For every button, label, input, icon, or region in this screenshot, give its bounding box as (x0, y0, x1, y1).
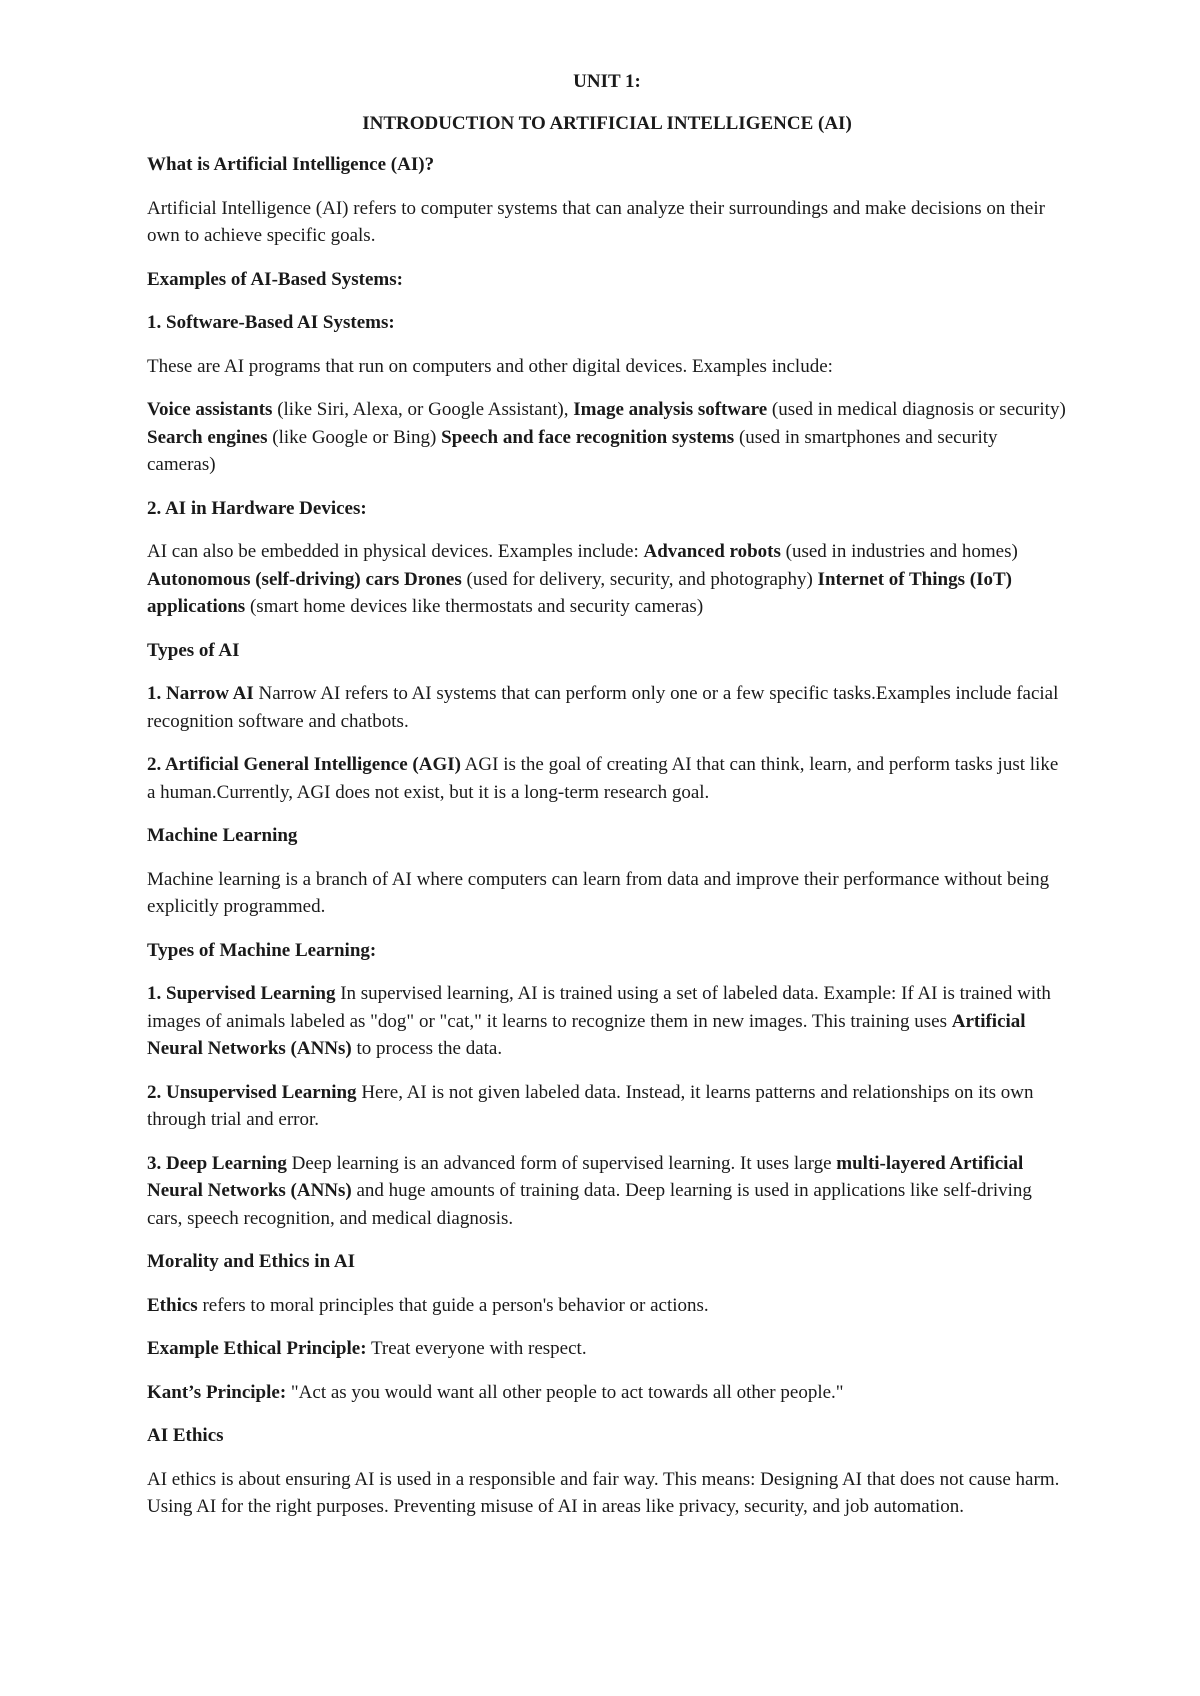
ml-body: Machine learning is a branch of AI where computers can learn from data and improve their performance without being explicitly programmed. (147, 868, 1050, 917)
hardware-text-4: (smart home devices like thermostats and security cameras) (245, 596, 704, 617)
hardware-heading: 2. AI in Hardware Devices: (147, 497, 367, 519)
example-principle-text: Treat everyone with respect. (366, 1338, 587, 1359)
main-title: INTRODUCTION TO ARTIFICIAL INTELLIGENCE (AI) (362, 112, 852, 134)
kant-term: Kant’s Principle: (147, 1381, 287, 1403)
types-ml-heading: Types of Machine Learning: (147, 939, 377, 961)
multi-layered-ann-term: multi-layered Artificial Neural Networks (ANNs) (147, 1152, 1024, 1201)
voice-assistants-term: Voice assistants (147, 399, 273, 420)
document-page (147, 68, 1067, 1537)
example-principle-term: Example Ethical Principle: (147, 1338, 367, 1359)
morality-heading: Morality and Ethics in AI (147, 1251, 355, 1272)
image-analysis-term: Image analysis software (573, 399, 768, 420)
supervised-text-2: to process the data. (351, 1038, 503, 1059)
software-examples (147, 396, 1067, 479)
deep-learning-text-2: and huge amounts of training data. Deep learning is used in applications like self-driving cars, speech recognition, and medical diagnosis. (147, 1180, 1032, 1229)
hardware-examples (147, 538, 1067, 621)
unsupervised-text: Here, AI is not given labeled data. Instead, it learns patterns and relationships on its own through trial and error. (147, 1081, 1034, 1130)
deep-learning-text-1: Deep learning is an advanced form of supervised learning. It uses large (286, 1152, 837, 1174)
example-principle-paragraph (147, 1335, 1067, 1363)
software-text-2: (used in medical diagnosis or security) (767, 399, 1066, 420)
what-is-body: Artificial Intelligence (AI) refers to computer systems that can analyze their surroundings and make decisions on their own to achieve specific goals. (147, 197, 1045, 246)
software-heading: 1. Software-Based AI Systems: (147, 312, 395, 333)
agi-term: 2. Artificial General Intelligence (AGI) (147, 754, 461, 775)
unit-title: UNIT 1: (573, 71, 641, 92)
ml-heading: Machine Learning (147, 825, 298, 846)
examples-heading: Examples of AI-Based Systems: (147, 268, 403, 290)
unsupervised-paragraph (147, 1079, 1067, 1134)
software-intro: These are AI programs that run on computers and other digital devices. Examples include: (147, 355, 833, 377)
deep-learning-term: 3. Deep Learning (147, 1152, 287, 1174)
ai-ethics-body: AI ethics is about ensuring AI is used in a responsible and fair way. This means: Designing AI that does not cause harm. Using AI for the right purposes. Preventing misuse of AI in areas like privacy, security, and job automation. (147, 1468, 1060, 1517)
drones-term: Drones (404, 568, 462, 590)
ethics-paragraph (147, 1292, 1067, 1320)
search-engines-term: Search engines (147, 426, 268, 448)
agi-text: AGI is the goal of creating AI that can think, learn, and perform tasks just like a human.Currently, AGI does not exist, but it is a long-term research goal. (147, 754, 1059, 803)
narrow-ai-paragraph (147, 680, 1067, 735)
ai-ethics-heading: AI Ethics (147, 1425, 224, 1446)
software-text-1: (like Siri, Alexa, or Google Assistant), (272, 399, 574, 420)
what-is-heading: What is Artificial Intelligence (AI)? (147, 154, 435, 175)
narrow-ai-text: Narrow AI refers to AI systems that can perform only one or a few specific tasks.Examples include facial recognition software and chatbots. (147, 683, 1059, 732)
software-text-3: (like Google or Bing) (267, 426, 442, 448)
iot-term: Internet of Things (IoT) applications (147, 568, 1012, 617)
ethics-term: Ethics (147, 1294, 198, 1316)
supervised-text-1: In supervised learning, AI is trained using a set of labeled data. Example: If AI is trained with images of animals labeled as "dog" or "cat," it learns to recognize them in new images. This training uses (147, 983, 1051, 1032)
robots-term: Advanced robots (643, 541, 781, 562)
unsupervised-term: 2. Unsupervised Learning (147, 1081, 357, 1103)
kant-paragraph (147, 1379, 1067, 1407)
hardware-text-0: AI can also be embedded in physical devices. Examples include: (147, 541, 644, 562)
ann-term: Artificial Neural Networks (ANNs) (147, 1010, 1026, 1059)
narrow-ai-term: 1. Narrow AI (147, 683, 254, 704)
deep-learning-paragraph (147, 1150, 1067, 1233)
agi-paragraph (147, 751, 1067, 806)
cars-term: Autonomous (self-driving) cars (147, 568, 400, 590)
ethics-text: refers to moral principles that guide a person's behavior or actions. (197, 1294, 709, 1316)
software-text-4: (used in smartphones and security cameras) (147, 426, 998, 475)
supervised-term: 1. Supervised Learning (147, 983, 336, 1004)
speech-face-term: Speech and face recognition systems (441, 426, 735, 448)
kant-text: "Act as you would want all other people to act towards all other people." (286, 1381, 844, 1403)
types-ai-heading: Types of AI (147, 639, 240, 661)
hardware-text-1: (used in industries and homes) (780, 541, 1018, 562)
supervised-paragraph (147, 980, 1067, 1063)
hardware-text-3: (used for delivery, security, and photography) (461, 568, 818, 590)
